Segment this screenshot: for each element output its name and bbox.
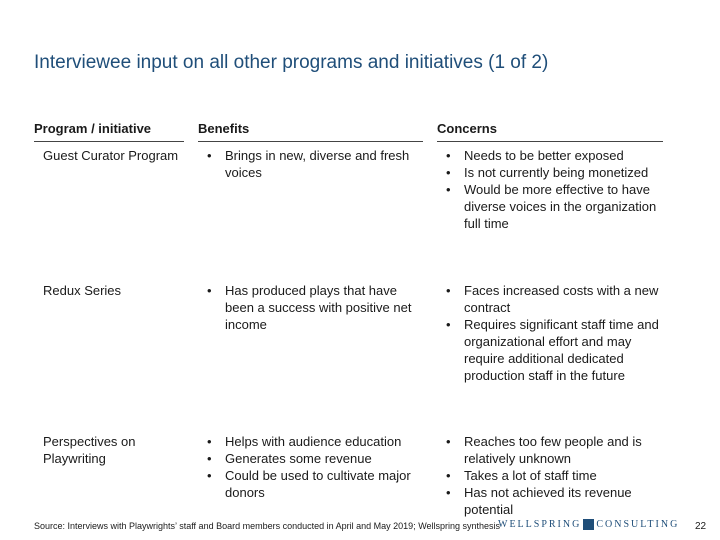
row-3-program: Perspectives on Playwriting [43, 434, 136, 466]
concern-item: • Has not achieved its revenue potential [446, 484, 662, 518]
concern-item: • Would be more effective to have diverse voices in the organization full time [446, 181, 662, 232]
benefit-item: • Brings in new, diverse and fresh voices [207, 147, 422, 181]
row-3-benefits [207, 433, 422, 501]
row-2-program: Redux Series [43, 283, 122, 298]
concern-item: • Is not currently being monetized [446, 164, 662, 181]
row-1-program: Guest Curator Program [43, 148, 179, 163]
benefit-item: • Has produced plays that have been a success with positive net income [207, 282, 422, 333]
concern-item: • Takes a lot of staff time [446, 467, 662, 484]
logo-text-right: CONSULTING [596, 519, 680, 530]
column-header-concerns: Concerns [437, 121, 663, 142]
logo-mark-icon [583, 519, 594, 530]
row-1-benefits [207, 147, 422, 181]
source-note: Source: Interviews with Playwrights’ staff and Board members conducted in April and May 2019; Wellspring synthesis [34, 521, 501, 531]
concern-item: • Requires significant staff time and organizational effort and may require additional dedicated production staff in the future [446, 316, 662, 384]
benefit-item: • Helps with audience education [207, 433, 422, 450]
page-number: 22 [695, 521, 707, 532]
column-header-program: Program / initiative [34, 121, 184, 142]
company-logo [498, 519, 679, 530]
column-header-benefits: Benefits [198, 121, 423, 142]
logo-text-left: WELLSPRING [498, 519, 582, 530]
row-2-benefits [207, 282, 422, 333]
slide-title: Interviewee input on all other programs and initiatives (1 of 2) [34, 52, 549, 73]
row-3-concerns [446, 433, 662, 518]
concern-item: • Faces increased costs with a new contract [446, 282, 662, 316]
benefit-item: • Generates some revenue [207, 450, 422, 467]
concern-item: • Needs to be better exposed [446, 147, 662, 164]
benefit-item: • Could be used to cultivate major donors [207, 467, 422, 501]
concern-item: • Reaches too few people and is relatively unknown [446, 433, 662, 467]
row-1-concerns [446, 147, 662, 232]
row-2-concerns [446, 282, 662, 384]
